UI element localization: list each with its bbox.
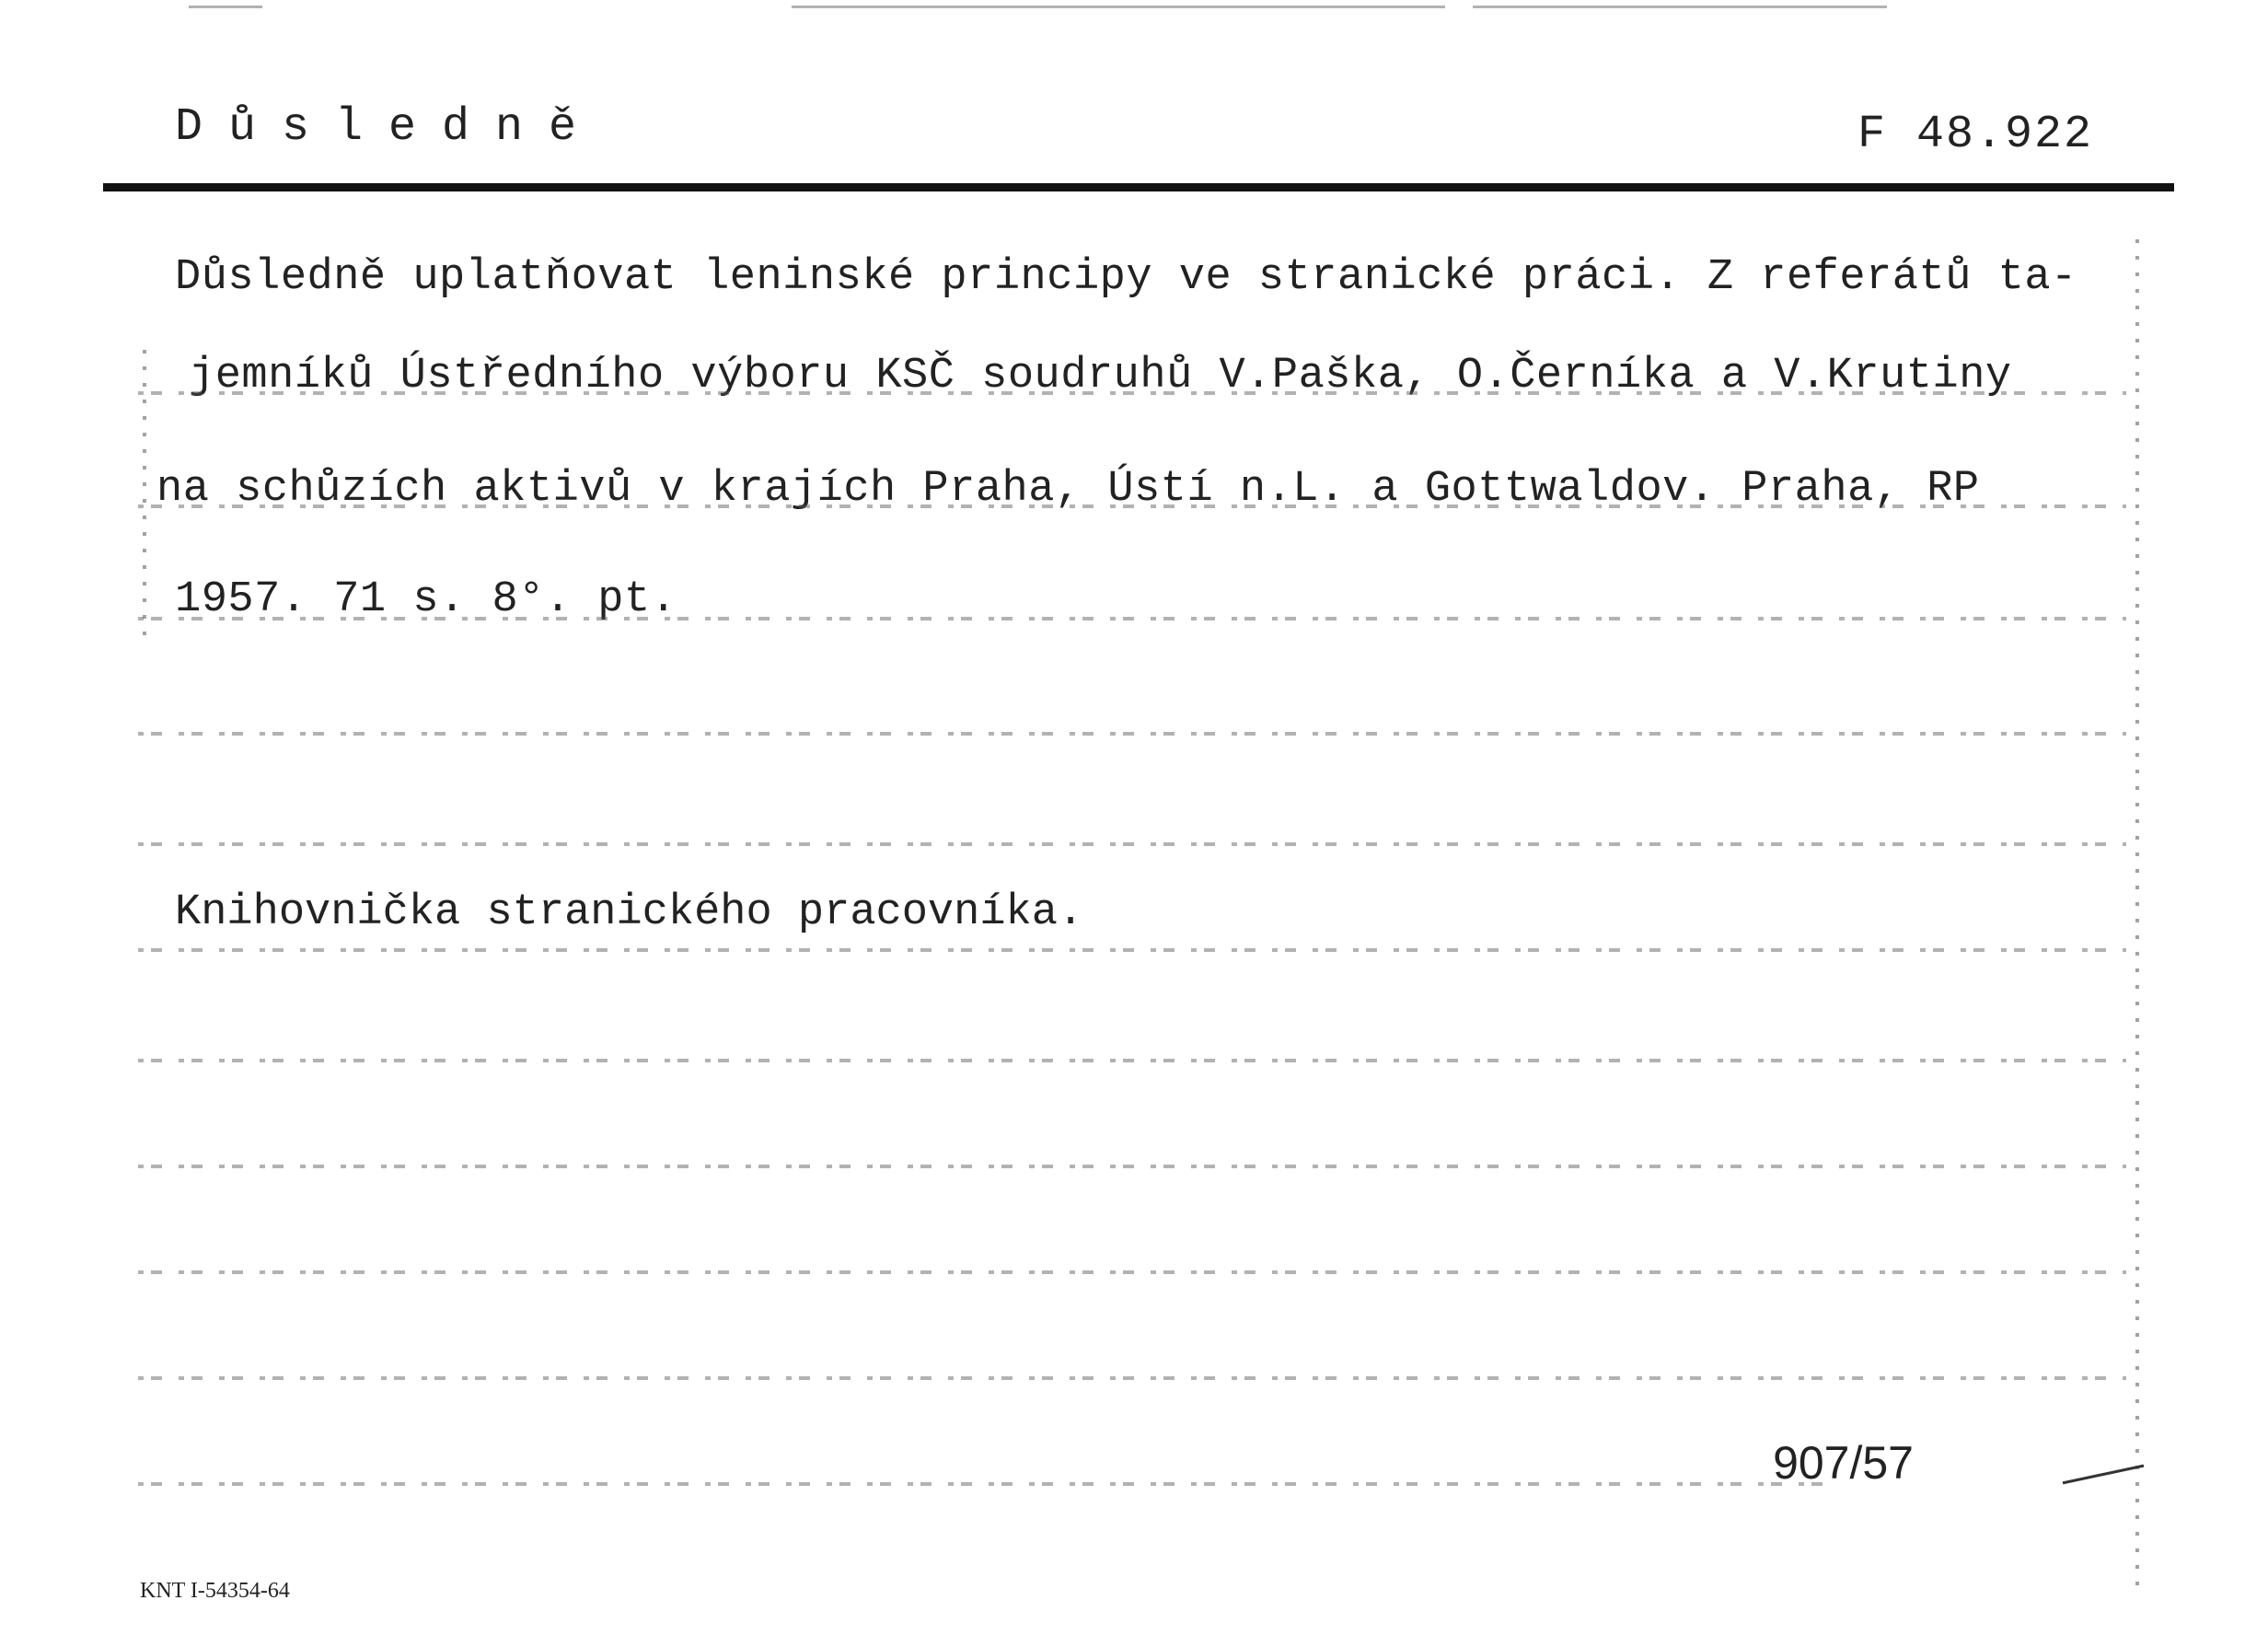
description-line-3: na schůzích aktivů v krajích Praha, Ústí n.L. a Gottwaldov. Praha, RP — [156, 465, 1980, 514]
ruled-line — [138, 1376, 2126, 1380]
accession-number: 907/57 — [1773, 1437, 1914, 1489]
top-edge-mark — [189, 6, 262, 8]
ruled-line — [138, 1482, 1822, 1486]
right-margin-dots — [2135, 239, 2139, 1593]
top-edge-mark — [792, 6, 1445, 8]
description-line-2: jemníků Ústředního výboru KSČ soudruhů V.Paška, O.Černíka a V.Krutiny — [189, 352, 2012, 400]
ruled-line — [138, 391, 2126, 395]
left-margin-dots — [143, 350, 146, 644]
ruled-line — [138, 1165, 2126, 1168]
ruled-line — [138, 1270, 2126, 1274]
ruled-line — [138, 1059, 2126, 1062]
series-title: Knihovnička stranického pracovníka. — [175, 888, 1084, 937]
description-line-4: 1957. 71 s. 8°. pt. — [175, 575, 677, 624]
card-heading: Důsledně — [175, 101, 603, 154]
shelf-mark: F 48.922 — [1857, 109, 2093, 161]
ruled-line — [138, 617, 2126, 620]
description-line-1: Důsledně uplatňovat leninské principy ve stranické práci. Z referátů ta- — [175, 253, 2077, 302]
ruled-line — [138, 842, 2126, 846]
pen-stroke — [2063, 1465, 2145, 1485]
top-edge-mark — [1473, 6, 1887, 8]
ruled-line — [138, 504, 2126, 508]
ruled-line — [138, 948, 2126, 952]
header-rule — [103, 183, 2174, 191]
ruled-line — [138, 732, 2126, 736]
print-code: KNT I-54354-64 — [140, 1579, 290, 1603]
